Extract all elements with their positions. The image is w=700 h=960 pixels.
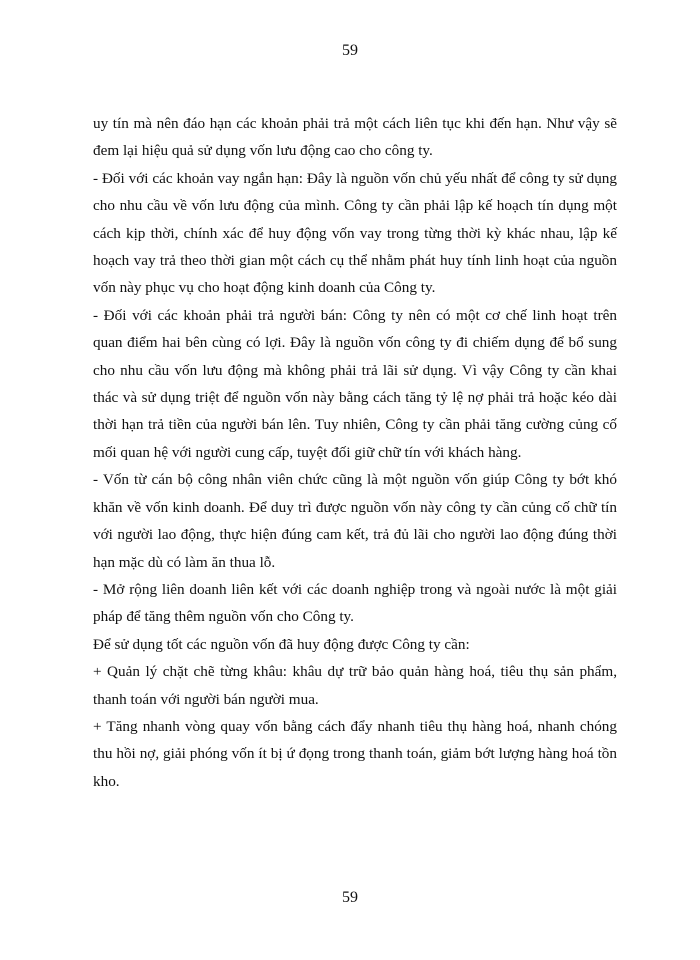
paragraph-strict-management: + Quản lý chặt chẽ từng khâu: khâu dự trữ bảo quản hàng hoá, tiêu thụ sản phẩm, thanh toán với người bán người mua. [93, 663, 617, 708]
page-number-bottom: 59 [342, 889, 358, 906]
paragraph-usage-intro: Để sử dụng tốt các nguồn vốn đã huy động được Công ty cần: [93, 635, 470, 653]
paragraph-short-term-loans: - Đối với các khoản vay ngắn hạn: Đây là nguồn vốn chủ yếu nhất để công ty sử dụng cho nhu cầu về vốn lưu động của mình. Công ty cần phải lập kế hoạch tín dụng một cách kịp thời, chính xác để huy động vốn vay trong từng thời kỳ khác nhau, lập kế hoạch vay trả theo thời gian một cách cụ thể nhằm phát huy tính linh hoạt của nguồn vốn này phục vụ cho hoạt động kinh doanh của Công ty. [93, 169, 617, 297]
page-number-top: 59 [342, 42, 358, 59]
paragraph-payables-to-sellers: - Đối với các khoản phải trả người bán: Công ty nên có một cơ chế linh hoạt trên quan điểm hai bên cùng có lợi. Đây là nguồn vốn công ty đi chiếm dụng để bổ sung cho nhu cầu vốn lưu động mà không phải trả lãi sử dụng. Vì vậy Công ty cần khai thác và sử dụng triệt để nguồn vốn này bằng cách tăng tỷ lệ nợ phải trả hoặc kéo dài thời hạn trả tiền của người bán lên. Tuy nhiên, Công ty cần phải tăng cường củng cố mối quan hệ với người cung cấp, tuyệt đối giữ chữ tín với khách hàng. [93, 306, 617, 461]
paragraph-employee-capital: - Vốn từ cán bộ công nhân viên chức cũng là một nguồn vốn giúp Công ty bớt khó khăn về vốn kinh doanh. Để duy trì được nguồn vốn này công ty cần củng cố chữ tín với người lao động, thực hiện đúng cam kết, trả đủ lãi cho người lao động đúng thời hạn mặc dù có làm ăn thua lỗ. [93, 471, 617, 571]
paragraph-continuation: uy tín mà nên đáo hạn các khoản phải trả một cách liên tục khi đến hạn. Như vậy sẽ đem lại hiệu quả sử dụng vốn lưu động cao cho công ty. [93, 115, 617, 160]
body-text [93, 110, 617, 795]
paragraph-joint-ventures: - Mở rộng liên doanh liên kết với các doanh nghiệp trong và ngoài nước là một giải pháp để tăng thêm nguồn vốn cho Công ty. [93, 580, 617, 626]
paragraph-capital-turnover: + Tăng nhanh vòng quay vốn bằng cách đẩy nhanh tiêu thụ hàng hoá, nhanh chóng thu hồi nợ, giải phóng vốn ít bị ứ đọng trong thanh toán, giảm bớt lượng hàng hoá tồn kho. [93, 717, 617, 790]
